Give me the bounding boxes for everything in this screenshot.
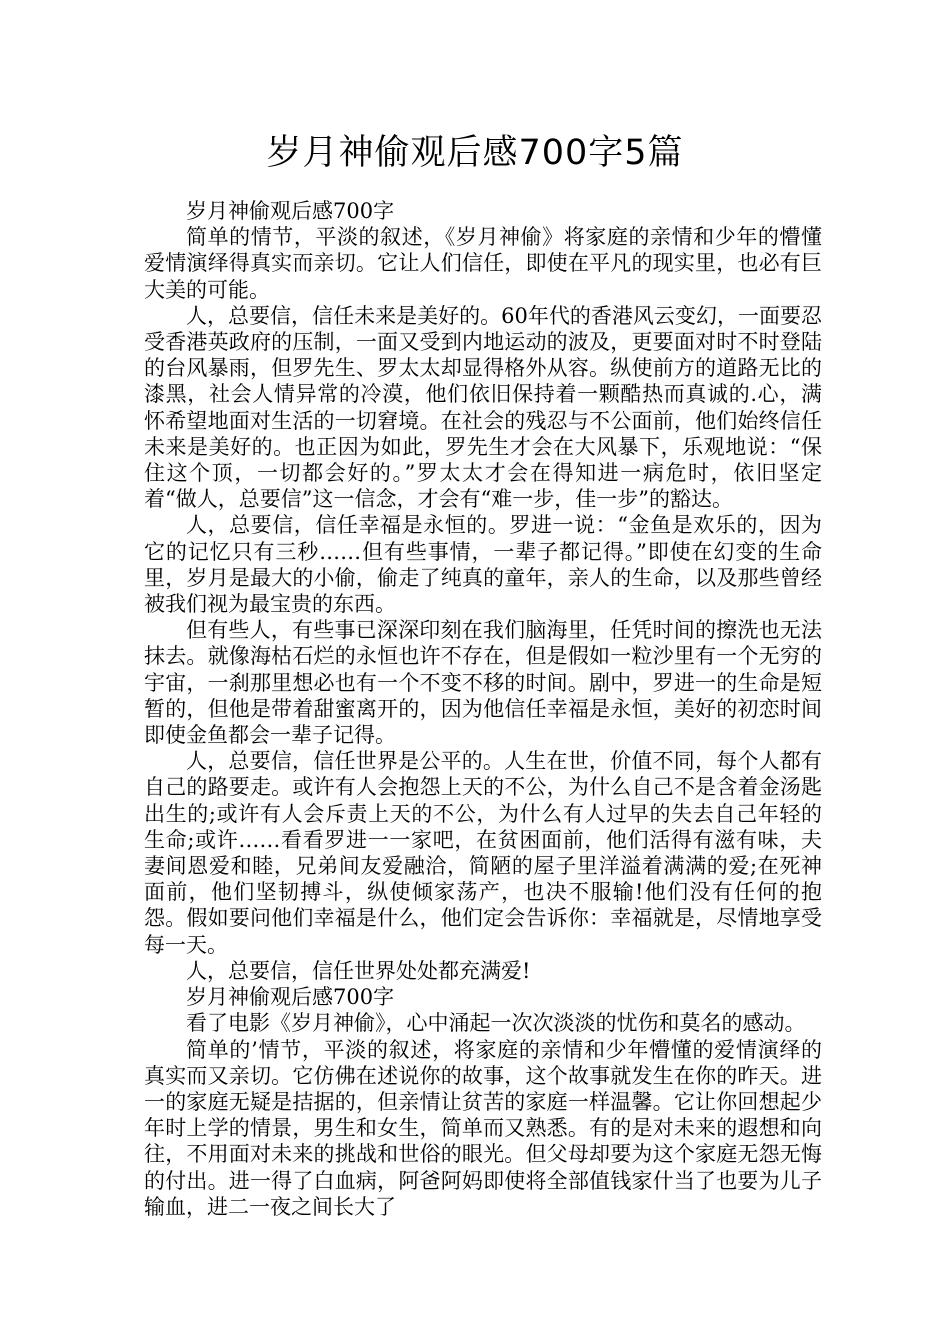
paragraph: 但有些人，有些事已深深印刻在我们脑海里，任凭时间的擦洗也无法抹去。就像海枯石烂的永恒也许不存在，但是假如一粒沙里有一个无穷的宇宙，一刹那里想必也有一个不变不移的时间。剧中，罗进一的生命是短暂的，但他是带着甜蜜离开的，因为他信任幸福是永恒，美好的初恋时间即使金鱼都会一辈子记得。 (144, 618, 822, 748)
paragraph: 看了电影《岁月神偷》，心中涌起一次次淡淡的忧伤和莫名的感动。 (186, 1011, 806, 1036)
paragraph: 简单的情节，平淡的叙述，《岁月神偷》将家庭的亲情和少年的懵懂爱情演绎得真实而亲切。它让人们信任，即使在平凡的现实里，也必有巨大美的可能。 (144, 225, 822, 302)
paragraph: 人，总要信，信任幸福是永恒的。罗进一说：“金鱼是欢乐的，因为它的记忆只有三秒……但有些事情，一辈子都记得。”即使在幻变的生命里，岁月是最大的小偷，偷走了纯真的童年，亲人的生命，以及那些曾经被我们视为最宝贵的东西。 (144, 513, 822, 617)
document-title: 岁月神偷观后感700字5篇 (266, 133, 684, 173)
paragraph: 人，总要信，信任未来是美好的。60年代的香港风云变幻，一面要忍受香港英政府的压制，一面又受到内地运动的波及，更要面对时不时登陆的台风暴雨，但罗先生、罗太太却显得格外从容。纵使前方的道路无比的漆黑，社会人情异常的冷漠，他们依旧保持着一颗酷热而真诚的.心，满怀希望地面对生活的一切窘境。在社会的残忍与不公面前，他们始终信任未来是美好的。也正因为如此，罗先生才会在大风暴下，乐观地说：“保住这个顶，一切都会好的。”罗太太才会在得知进一病危时，依旧坚定着“做人，总要信”这一信念，才会有“难一步，佳一步”的豁达。 (144, 303, 822, 512)
paragraph: 人，总要信，信任世界是公平的。人生在世，价值不同，每个人都有自己的路要走。或许有人会抱怨上天的不公，为什么自己不是含着金汤匙出生的;或许有人会斥责上天的不公，为什么有人过早的失去自己年轻的生命;或许……看看罗进一一家吧，在贫困面前，他们活得有滋有味，夫妻间恩爱和睦，兄弟间友爱融洽，简陋的屋子里洋溢着满满的爱;在死神面前，他们坚韧搏斗，纵使倾家荡产，也决不服输!他们没有任何的抱怨。假如要问他们幸福是什么，他们定会告诉你：幸福就是，尽情地享受每一天。 (144, 749, 822, 957)
paragraph: 人，总要信，信任世界处处都充满爱! (186, 958, 531, 983)
paragraph: 岁月神偷观后感700字 (186, 985, 395, 1010)
document-body (144, 198, 822, 1220)
paragraph: 岁月神偷观后感700字 (186, 199, 395, 223)
paragraph: 简单的’情节，平淡的叙述，将家庭的亲情和少年懵懂的爱情演绎的真实而又亲切。它仿佛在述说你的故事，这个故事就发生在你的昨天。进一的家庭无疑是拮据的，但亲情让贫苦的家庭一样温馨。它让你回想起少年时上学的情景，男生和女生，简单而又熟悉。有的是对未来的遐想和向往，不用面对未来的挑战和世俗的眼光。但父母却要为这个家庭无怨无悔的付出。进一得了白血病，阿爸阿妈即使将全部值钱家什当了也要为儿子输血，进二一夜之间长大了 (144, 1037, 822, 1219)
